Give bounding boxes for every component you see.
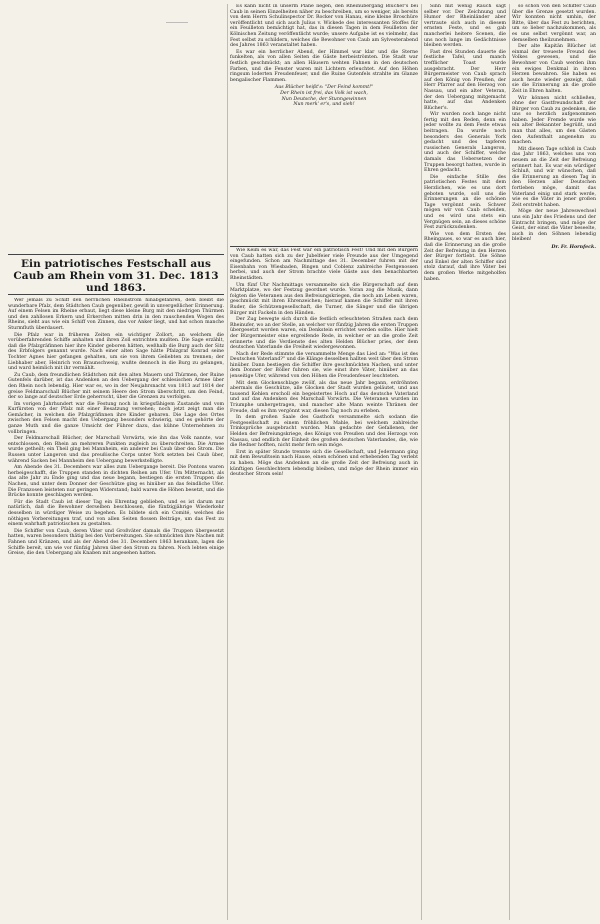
paragraph: Die Pfalz war in früheren Zeiten ein wichtiger Zollort, an welchem die vorüberfahrenden Schiffe anhalten und ihren Zoll entrichten mußten. Die Sage erzählt, daß die Pfalzgräfinnen hier ihre Kinder geboren hätten, weßhalb die Burg auch der Sitz des Erbfolgers genannt wurde. Nach einer alten Sage hätte Pfalzgraf Konrad seine Tochter Agnes hier gefangen gehalten, um sie von ihrem Geliebten zu trennen; der Liebhaber aber, Heinrich von Braunschweig, wußte dennoch in die Burg zu gelangen, und ward heimlich mit ihr vermählt. xyxy=(8,332,224,372)
blank-area xyxy=(6,4,226,252)
corner-mark xyxy=(166,10,188,23)
article-column-middle-top xyxy=(230,4,418,244)
paragraph: Sinn mit wenig Rauch sagt selber vor. Der Zeichnung und Humor der Rheinländer aber vertraute sich auch in diesem ernsten Feste, und es gab mancherlei heitere Scenen, die uns noch lange im Gedächtnisse bleiben werden. xyxy=(424,4,506,49)
paragraph: Nach der Rede stimmte die versammelte Menge das Lied an: "Was ist des Deutschen Vaterland?" und die Klänge desselben hallten weit über den Strom hinüber. Dann bestiegen die Schiffer ihre geschmückten Nachen, und unter dem Donner der Böller fuhren sie, wie einst ihre Väter, hinüber an das jenseitige Ufer, während von den Höhen die Freudenfeuer leuchteten. xyxy=(230,351,418,380)
paragraph: Es kann nicht in unserm Plane liegen, den Rheinübergang Blücher's bei Caub in seinen Einzelheiten näher zu beschreiben, um so weniger, als bereits von dem Herrn Schulinspector Dr. Rocker von Hanau, eine kleine Broschüre veröffentlicht und sich auch Julius v. Wickede des interessanten Stoffes für ein Feuilleton bemächtigt hat, das in diesen Tagen in dem Feuilleton der Kölnischen Zeitung veröffentlicht wurde; unsere Aufgabe ist es vielmehr, das Fest selbst zu schildern, welches die Bewohner von Caub am Sylvesterabend des Jahres 1863 veranstaltet haben. xyxy=(230,4,418,49)
paragraph: Um fünf Uhr Nachmittags versammelte sich die Bürgerschaft auf dem Marktplatze, wo der Festzug geordnet wurde. Voran zog die Musik, dann folgten die Veteranen aus den Befreiungskriegen, die noch am Leben waren, geschmückt mit ihren Ehrenzeichen; hierauf kamen die Schiffer mit ihren Ruder, die Schützengesellschaft, die Turner, die Sänger und die übrigen Bürger mit Fackeln in den Händen. xyxy=(230,282,418,316)
paragraph: Wir wurden noch lange nicht fertig mit den Reden, denn ein jeder wollte zu dem Feste etwas beitragen. Da wurde noch besonders des Generals York gedacht und des tapferen russischen Generals Langeron, und auch der Schiffer, welche damals das Uebersetzen der Truppen besorgt hatten, wurde in Ehren gedacht. xyxy=(424,112,506,174)
article-column-right-a xyxy=(424,4,506,918)
paragraph: Erst in später Stunde trennte sich die Gesellschaft, und Jedermann ging mit dem Bewußtsein nach Hause, einen schönen und erhebenden Tag verlebt zu haben. Möge das Andenken an die große Zeit der Befreiung auch in künftigen Geschlechtern lebendig bleiben, und möge der Rhein immer ein deutscher Strom sein! xyxy=(230,449,418,478)
paragraph: Im vorigen Jahrhundert war die Festung noch in kriegsfähigem Zustande und vom Kurfürsten von der Pfalz mit einer Besatzung versehen; noch jetzt zeigt man die Gemächer, in welchen die Pfalzgräfinnen ihre Kinder gebaren. Die Lage des Ortes zwischen den Felsen macht den Uebergang besonders schwierig, und es gehörte der ganze Muth und die ganze Umsicht der Führer dazu, das kühne Unternehmen zu vollbringen. xyxy=(8,401,224,435)
paragraph: Mit dem Glockenschlage zwölf, als das neue Jahr begann, erdröhnten abermals die Geschütze, alle Glocken der Stadt wurden geläutet, und aus tausend Kehlen erscholl ein begeistertes Hoch auf das deutsche Vaterland und auf das Andenken des Marschall Vorwärts. Die Veteranen wurden im Triumphe umhergetragen, und mancher alte Mann weinte Thränen der Freude, daß es ihm vergönnt war, diesen Tag noch zu erleben. xyxy=(230,380,418,414)
paragraph: Zu Caub, dem freundlichen Städtchen mit den alten Mauern und Thürmen, der Ruine Gutenfels darüber, ist das Andenken an den Uebergang der schlesischen Armee über den Rhein noch lebendig. Hier war es, wo in der Neujahrsnacht von 1813 auf 1814 der greise Feldmarschall Blücher mit seinem Heere den Strom überschritt, um den Feind, der so lange auf deutscher Erde geherrscht, über die Grenzen zu verfolgen. xyxy=(8,372,224,401)
paragraph: Wie Keim es war, das Fest war ein patriotisch Fest! Und mit den Bürgern von Caub hatten sich zu der Jubelfeier viele Freunde aus der Umgegend eingefunden. Schon am Nachmittage des 31. December fuhren mit der Eisenbahn von Wiesbaden, Bingen und Coblenz zahlreiche Festgenossen herbei, und auch der Strom brachte viele Gäste aus den benachbarten Rheinstädten. xyxy=(230,248,418,281)
paragraph: Die einfache Stille des patriotischen Festes mit dem Herzlichen, wie es uns dort geboten wurde, soll uns die Erinnerungen an die schönen Tage vergönnt sein. Schwer mögen wir von Caub scheiden, und es wird uns stets ein Vergnügen sein, an dieses schöne Fest zurückzudenken. xyxy=(424,174,506,231)
paragraph: Wer jemals zu Schiff den herrlichen Rheinstrom hinabgefahren, dem bleibt die wunderbare Pfalz, dem Städtchen Caub gegenüber, gewiß in unvergeßlicher Erinnerung. Auf einem Felsen im Rheine erbaut, liegt diese kleine Burg mit den niedrigen Thürmen und den zahllosen Erkern und Erkerchen mitten drin in den rauschenden Wogen des Rheins, sieht aus wie ein Schiff von Zinnen, das vor Anker liegt, und hat schon manche Sturmfluth überdauert. xyxy=(8,298,224,331)
paragraph: Mit diesen Tage schloß in Caub das Jahr 1863, welches uns von neuem an die Zeit der Befreiung erinnert hat. Es war ein würdiger Schluß, und wir wünschen, daß die Erinnerung an diesen Tag in den Herzen aller Deutschen fortleben möge, damit das Vaterland einig und stark werde, wie es die Väter in jener großen Zeit erstrebt haben. xyxy=(512,146,596,208)
column-separator xyxy=(421,4,422,920)
section-rule xyxy=(230,246,418,247)
paragraph: Es war ein herrlicher Abend, der Himmel war klar und die Sterne funkelten, als von allen Seiten die Gäste herbeiströmten. Die Stadt war festlich geschmückt; an allen Häusern wehten Fahnen in den deutschen Farben, und die Fenster waren mit Lichtern erleuchtet. Auf den Höhen ringsum loderten Freudenfeuer, und die Ruine Gutenfels strahlte im Glanze bengalischer Flammen. xyxy=(230,49,418,83)
poem-line: Nun merk' er's, und sieh! xyxy=(293,102,355,108)
paragraph: Wie von dem Ersten des Rheingaues, so war es auch hier, daß die Erinnerung an die große Zeit der Befreiung in den Herzen der Bürger fortlebt. Die Söhne und Enkel der alten Schiffer sind stolz darauf, daß ihre Väter bei dem großen Werke mitgeholfen haben. xyxy=(424,231,506,282)
title-rule-bottom xyxy=(8,294,224,295)
paragraph: Für die Stadt Caub ist dieser Tag ein Ehrentag geblieben, und es ist darum nur natürlich, daß die Bewohner derselben beschlossen, die fünfzigjährige Wiederkehr desselben in würdiger Weise zu begehen. Es bildete sich ein Comité, welches die nöthigen Vorbereitungen traf, und von allen Seiten flossen Beiträge, um das Fest zu einem wahrhaft patriotischen zu gestalten. xyxy=(8,499,224,528)
paragraph: Die Schiffer von Caub, deren Väter und Großväter damals die Truppen übergesetzt hatten, waren besonders thätig bei den Vorbereitungen. Sie schmückten ihre Nachen mit Fahnen und Kränzen, und als der Abend des 31. Decembers 1863 herankam, lagen die Schiffe bereit, um wie vor fünfzig Jahren über den Strom zu fahren. Noch lebten einige Greise, die den Uebergang als Knaben mit angesehen hatten. xyxy=(8,528,224,557)
poem xyxy=(230,85,418,107)
author-signature: Dr. Fr. Hornfeck. xyxy=(551,244,596,250)
poem-line: Aus Blücher heißt's: "Der Feind kommt!" xyxy=(274,85,374,91)
paragraph: In dem großen Saale des Gasthofs versammelte sich sodann die Festgesellschaft zu einem fröhlichen Mahle, bei welchem zahlreiche Trinksprüche ausgebracht wurden. Man gedachte der Gefallenen, der Helden der Befreiungskriege, des Königs von Preußen und des Herzogs von Nassau, und endlich der Einheit des großen deutschen Vaterlandes, die, wie die Redner hofften, nicht mehr fern sein möge. xyxy=(230,415,418,449)
title-rule-top xyxy=(8,254,224,255)
poem-line: Nun Deutsche, der Stunngewinnen xyxy=(281,96,367,102)
paragraph: Der Feldmarschall Blücher, der Marschall Vorwärts, wie ihn das Volk nannte, war entschlossen, den Rhein an mehreren Punkten zugleich zu überschreiten. Die Armee wurde getheilt; ein Theil ging bei Mannheim, ein anderer bei Caub über den Strom. Die Russen unter Langeron und das preußische Corps unter York setzten bei Caub über, während Sacken bei Mannheim den Uebergang bewerkstelligte. xyxy=(8,436,224,464)
column-separator xyxy=(509,4,510,920)
paragraph: Am Abende des 31. Decembers war alles zum Uebergange bereit. Die Pontons waren herbeigeschafft, die Truppen standen in dichten Reihen am Ufer. Um Mitternacht, als das alte Jahr zu Ende ging und das neue begann, bestiegen die ersten Truppen die Nachen, und unter dem Donner der Geschütze ging es hinüber an das feindliche Ufer. Die Franzosen leisteten nur geringen Widerstand; bald waren die Höhen besetzt, und die Brücke konnte geschlagen werden. xyxy=(8,465,224,499)
article-column-right-b xyxy=(512,4,596,918)
paragraph: Der Zug bewegte sich durch die festlich erleuchteten Straßen nach dem Rheinufer, wo an der Stelle, an welcher vor fünfzig Jahren die ersten Truppen übergesetzt worden waren, ein Denkstein errichtet werden sollte. Hier hielt der Bürgermeister eine ergreifende Rede, in welcher er an die große Zeit erinnerte und die Verdienste des alten Helden Blücher pries, der dem deutschen Vaterlande die Freiheit wiedergewonnen. xyxy=(230,317,418,351)
article-column-left xyxy=(8,298,224,920)
poem-line: Der Rhein ist frei, das Volk ist wach, xyxy=(280,90,368,96)
paragraph: Wir können nicht schließen, ohne der Gastfreundschaft der Bürger von Caub zu gedenken, die uns so herzlich aufgenommen haben. Jeder Fremde wurde wie ein alter Bekannter begrüßt, und man that alles, um den Gästen den Aufenthalt angenehm zu machen. xyxy=(512,95,596,146)
column-separator xyxy=(227,4,228,920)
paragraph: Der alte Kapitän Blücher ist einmal der treueste Freund des Volkes gewesen, und die Bewohner von Caub werden ihm ein ewiges Denkmal in ihren Herzen bewahren. Sie haben es auch heute wieder gezeigt, daß sie die Erinnerung an die große Zeit in Ehren halten. xyxy=(512,44,596,94)
paragraph: Fast drei Stunden dauerte die festliche Tafel, und manch trefflicher Toast wurde ausgebracht. Der Herr Bürgermeister von Caub sprach auf den König von Preußen, der Herr Pfarrer auf den Herzog von Nassau, und ein alter Veteran, der den Uebergang mitgemacht hatte, auf das Andenken Blücher's. xyxy=(424,49,506,111)
paragraph: Möge der neue Jahreswechsel uns ein Jahr des Friedens und der Eintracht bringen, und möge der Geist, der einst die Väter beseelte, auch in den Söhnen lebendig bleiben! xyxy=(512,209,596,243)
article-title: Ein patriotisches Festschall aus Caub am Rhein vom 31. Dec. 1813 und 1863. xyxy=(13,258,219,294)
article-column-middle xyxy=(230,248,418,920)
paragraph: so schon von den Schiffer Caub über die Grenze gesetzt wurden. Wir konnten nicht umhin, der Bitte, über das Fest zu berichten, um so lieber nachzukommen, als es uns selbst vergönnt war, an demselben theilzunehmen. xyxy=(512,4,596,43)
